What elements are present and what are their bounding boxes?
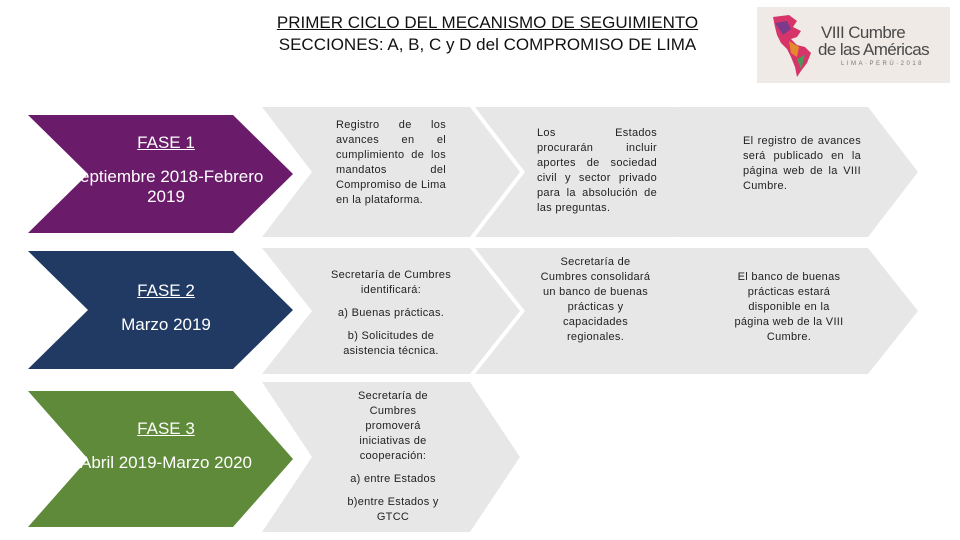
row2-col3-text: El banco de buenas prácticas estará disponible en la página web de la VIII Cumbre.	[734, 271, 844, 343]
title-line-2: SECCIONES: A, B, C y D del COMPROMISO DE LIMA	[278, 35, 697, 54]
row3-col1-intro: Secretaría de Cumbres promoverá iniciativas de cooperación:	[358, 390, 428, 462]
row2-col2-text: Secretaría de Cumbres consolidará un banco de buenas prácticas y capacidades regionales.	[540, 256, 651, 343]
row3-col1-item-a: a) entre Estados	[350, 473, 436, 485]
logo-line-2: de las Américas	[818, 40, 929, 59]
row2-col1-text	[326, 268, 456, 367]
row1-col2-text: Los Estados procurarán incluir aportes de sociedad civil y sector privado para la absolución de las preguntas.	[537, 127, 657, 214]
row2-col1-item-b: b) Solicitudes de asistencia técnica.	[343, 330, 439, 357]
phase-3-period: Abril 2019-Marzo 2020	[80, 453, 252, 472]
row2-col1-item-a: a) Buenas prácticas.	[337, 307, 445, 319]
title-line-1: PRIMER CICLO DEL MECANISMO DE SEGUIMIENTO	[276, 13, 699, 32]
row1-col3-text: El registro de avances será publicado en la página web de la VIII Cumbre.	[743, 135, 861, 192]
logo-line-3: LIMA·PERÚ·2018	[841, 61, 925, 67]
phase-2-label: FASE 2	[137, 281, 195, 300]
logo-line-1: VIII Cumbre	[821, 23, 906, 42]
row3-col1-text	[343, 389, 443, 533]
row1-col1-text: Registro de los avances en el cumplimiento de los mandatos del Compromiso de Lima en la plataforma.	[336, 119, 446, 206]
row3-col1-item-b: b)entre Estados y GTCC	[347, 496, 439, 523]
phase-1-label: FASE 1	[137, 133, 195, 152]
row2-col1-intro: Secretaría de Cumbres identificará:	[330, 269, 452, 296]
phase-1-period: Septiembre 2018-Febrero 2019	[68, 167, 264, 206]
phase-3-label: FASE 3	[137, 419, 195, 438]
phase-2-period: Marzo 2019	[121, 315, 211, 334]
